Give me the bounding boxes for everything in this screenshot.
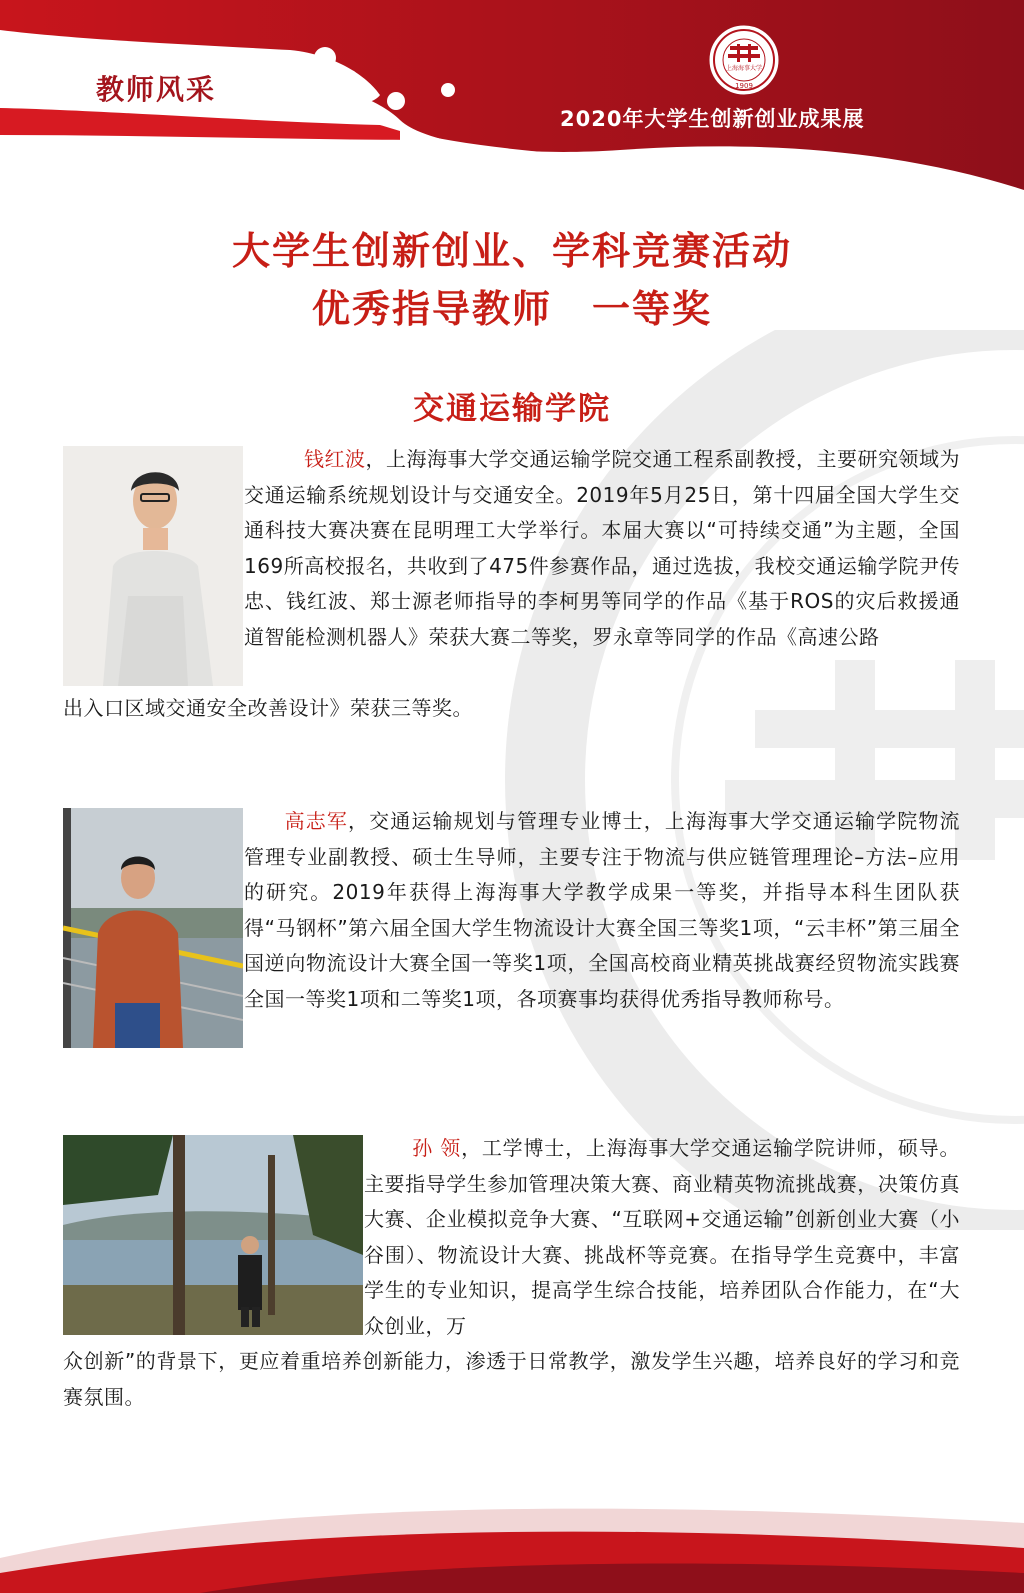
- university-logo-icon: [708, 24, 780, 96]
- teacher-bio-2-text: ，交通运输规划与管理专业博士，上海海事大学交通运输学院物流管理专业副教授、硕士生导师，主要专注于物流与供应链管理理论–方法–应用的研究。2019年获得上海海事大学教学成果一等奖，并指导本科生团队获得“马钢杯”第六届全国大学生物流设计大赛全国三等奖1项，“云丰杯”第三届全国逆向物流设计大赛全国一等奖1项，全国高校商业精英挑战赛经贸物流实践赛全国一等奖1项和二等奖1项，各项赛事均获得优秀指导教师称号。: [244, 809, 960, 1011]
- exhibition-title: 2020年大学生创新创业成果展: [560, 107, 865, 131]
- section-tag: 教师风采: [96, 73, 217, 106]
- college-heading: 交通运输学院: [413, 391, 611, 427]
- teacher-photo-3: [63, 1135, 363, 1335]
- award-title-line2: 优秀指导教师 一等奖: [311, 286, 712, 331]
- teacher-bio-3: [364, 1131, 960, 1345]
- teacher-name-3: 孙 领: [412, 1136, 462, 1160]
- header-banner: [0, 0, 1024, 220]
- teacher-bio-1-text: ，上海海事大学交通运输学院交通工程系副教授，主要研究领域为交通运输系统规划设计与交通安全。2019年5月25日，第十四届全国大学生交通科技大赛决赛在昆明理工大学举行。本届大赛以“可持续交通”为主题，全国169所高校报名，共收到了475件参赛作品，通过选拔，我校交通运输学院尹传忠、钱红波、郑士源老师指导的李柯男等同学的作品《基于ROS的灾后救援通道智能检测机器人》荣获大赛二等奖，罗永章等同学的作品《高速公路: [244, 447, 960, 649]
- teacher-bio-1-tail: 出入口区域交通安全改善设计》荣获三等奖。: [63, 696, 473, 720]
- teacher-name-2: 高志军: [284, 809, 348, 833]
- teacher-bio-3-text: ，工学博士，上海海事大学交通运输学院讲师，硕导。主要指导学生参加管理决策大赛、商业精英物流挑战赛，决策仿真大赛、企业模拟竞争大赛、“互联网+交通运输”创新创业大赛（小谷围）、物流设计大赛、挑战杯等竞赛。在指导学生竞赛中，丰富学生的专业知识，提高学生综合技能，培养团队合作能力，在“大众创业，万: [364, 1136, 961, 1338]
- teacher-bio-2: [244, 804, 960, 1018]
- award-title-line1: 大学生创新创业、学科竞赛活动: [231, 228, 792, 273]
- teacher-bio-1: [244, 442, 960, 656]
- footer-wave: [0, 1463, 1024, 1593]
- teacher-bio-3-tail: 众创新”的背景下，更应着重培养创新能力，渗透于日常教学，激发学生兴趣，培养良好的学习和竞赛氛围。: [63, 1349, 960, 1409]
- teacher-name-1: 钱红波: [304, 447, 366, 471]
- teacher-photo-1: [63, 446, 243, 686]
- logo-year: 1909: [735, 82, 753, 90]
- teacher-photo-2: [63, 808, 243, 1048]
- logo-text: 上海海事大学: [725, 65, 763, 72]
